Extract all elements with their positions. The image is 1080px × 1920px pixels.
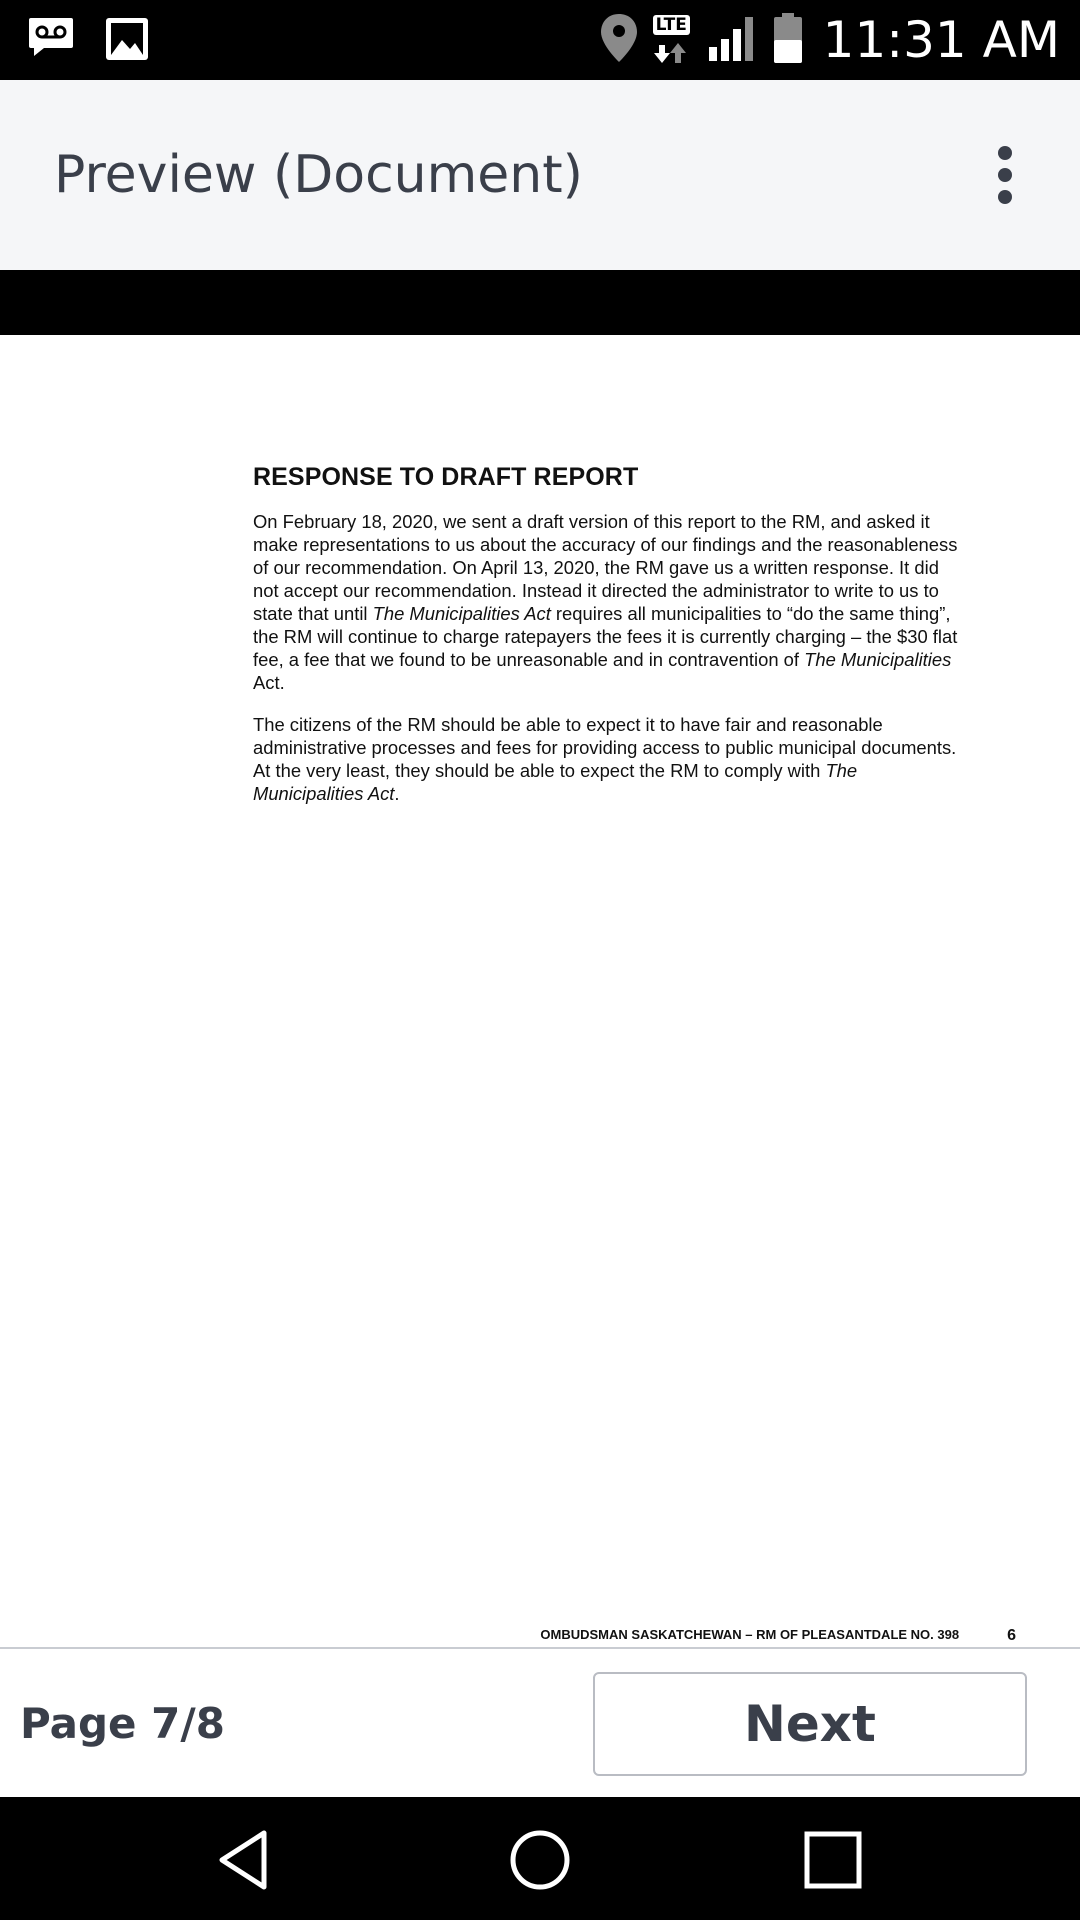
status-bar xyxy=(0,0,1080,80)
paragraph-text: On February 18, 2020, we sent a draft version of this report to the RM, and asked it make representations to us about the accuracy of our findings and the reasonableness of our recommendation. On April 13, 2020, the RM gave us a written response. It did not accept our recommendation. Instead it directed the administrator to write to us to state that until xyxy=(253,511,958,624)
document-heading: RESPONSE TO DRAFT REPORT xyxy=(253,463,639,491)
document-content xyxy=(253,463,965,824)
clock: 11:31 AM xyxy=(822,11,1060,69)
location-icon xyxy=(599,12,639,68)
recents-icon xyxy=(798,1825,868,1895)
page-indicator: Page 7/8 xyxy=(20,1699,225,1748)
paragraph-italic-text: The Municipalities xyxy=(804,649,952,670)
home-button[interactable] xyxy=(505,1825,575,1895)
recents-button[interactable] xyxy=(798,1825,868,1895)
document-paragraph-1 xyxy=(253,510,965,694)
notification-icons xyxy=(28,16,150,66)
document-footer-text: OMBUDSMAN SASKATCHEWAN – RM OF PLEASANTDALE NO. 398 xyxy=(540,1627,960,1642)
app-title: Preview (Document) xyxy=(54,145,583,205)
lte-icon: LTE xyxy=(653,15,693,65)
more-vert-icon-dot xyxy=(998,168,1012,182)
image-icon xyxy=(104,16,150,66)
paragraph-text: requires all municipalities to “do the same thing”, the RM will continue to charge ratepayers the fees it is currently charging – the $30 flat fee, a fee that we found to be unreasonable and in contravention of xyxy=(253,603,958,670)
back-button[interactable] xyxy=(212,1825,282,1895)
back-icon xyxy=(212,1825,282,1895)
battery-icon xyxy=(773,12,803,68)
paragraph-italic-text: The Municipalities Act xyxy=(372,603,551,624)
paragraph-text: Act. xyxy=(253,672,285,693)
app-bar xyxy=(0,80,1080,270)
document-page-number: 6 xyxy=(1007,1627,1016,1644)
system-icons xyxy=(599,0,1060,80)
signal-icon xyxy=(707,13,759,67)
document-page[interactable] xyxy=(0,335,1080,1647)
more-options-button[interactable] xyxy=(970,140,1040,210)
voicemail-icon xyxy=(28,16,74,66)
document-footer xyxy=(540,1627,1016,1645)
navigation-bar xyxy=(0,1797,1080,1920)
more-vert-icon-dot xyxy=(998,190,1012,204)
next-button[interactable]: Next xyxy=(593,1672,1027,1776)
paragraph-text: The citizens of the RM should be able to expect it to have fair and reasonable administrative processes and fees for providing access to public municipal documents. At the very least, they should be able to expect the RM to comply with xyxy=(253,714,957,781)
document-top-band xyxy=(0,270,1080,335)
document-paragraph-2 xyxy=(253,713,965,805)
paragraph-italic-text: The Municipalities Act xyxy=(253,760,858,804)
home-icon xyxy=(505,1825,575,1895)
pagination-bar xyxy=(0,1647,1080,1797)
paragraph-text: . xyxy=(394,783,400,804)
more-vert-icon xyxy=(998,146,1012,160)
